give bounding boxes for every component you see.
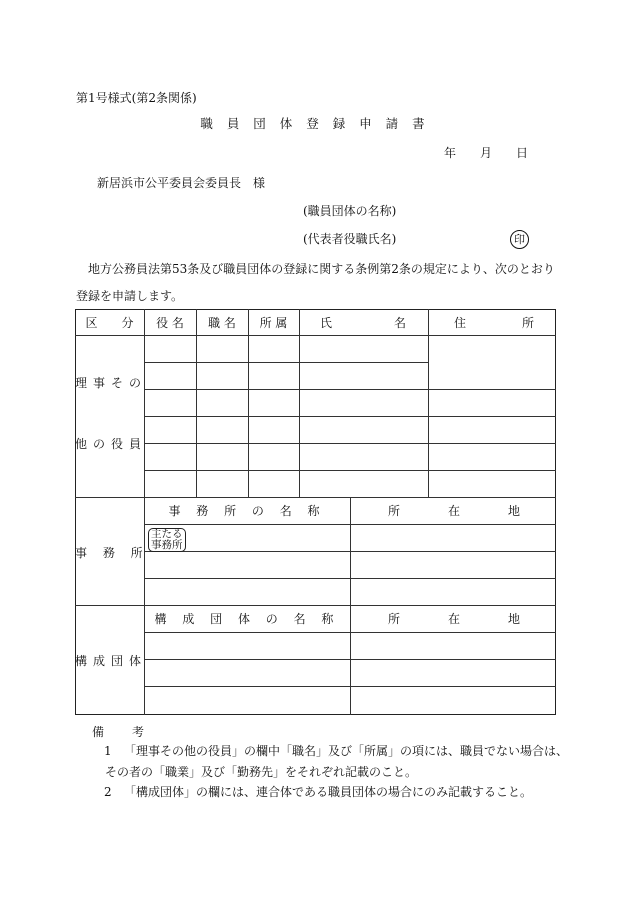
officer-column-divider [196,309,197,497]
header-affiliation: 所 属 [259,316,288,330]
office-location-header-1: 所 [388,504,401,518]
officer-row-divider [144,362,428,363]
seal-mark: 印 [510,230,529,249]
header-name-part2: 名 [394,316,407,330]
officer-column-divider [248,309,249,497]
officer-column-divider [299,309,300,497]
officer-row-divider [144,443,556,444]
officer-row-divider [144,416,556,417]
header-address-part2: 所 [522,316,535,330]
remark-1-line1: 「理事その他の役員」の欄中「職名」及び「所属」の項には、職員でない場合は、 [124,744,569,758]
officer-row-divider [144,470,556,471]
officers-label-line2: 他の役員 [75,437,148,451]
remark-1-number: 1 [104,744,112,758]
header-position: 職 名 [208,316,236,330]
remark-2-number: 2 [104,785,112,799]
office-location-header-2: 在 [448,504,461,518]
group-location-header-1: 所 [388,612,401,626]
group-location-header-3: 地 [508,612,521,626]
org-name-label: (職員団体の名称) [303,204,397,218]
group-location-header-2: 在 [448,612,461,626]
document-title: 職 員 団 体 登 録 申 請 書 [200,116,430,131]
officer-row-divider [144,389,556,390]
representative-label: (代表者役職氏名) [303,232,397,246]
office-label: 事 務 所 [75,546,149,560]
section-divider [75,605,556,606]
officers-label-line1: 理事その [75,376,148,390]
header-category: 区 分 [85,316,134,330]
remark-2-line1: 「構成団体」の欄には、連合体である職員団体の場合にのみ記載すること。 [124,785,533,799]
remark-1-line2: その者の「職業」及び「勤務先」をそれぞれ記載のこと。 [105,765,418,779]
addressee: 新居浜市公平委員会委員長 様 [97,176,266,190]
location-column-divider [350,497,351,715]
main-office-tag [148,528,186,552]
date-year-label: 年 [444,146,457,160]
office-location-header-3: 地 [508,504,521,518]
header-row-divider [75,335,556,336]
header-address-part1: 住 [454,316,467,330]
officer-column-divider [428,309,429,497]
date-day-label: 日 [516,146,529,160]
header-name-part1: 氏 [320,316,333,330]
header-role: 役 名 [156,316,184,330]
member-groups-label: 構成団体 [75,654,148,668]
main-office-tag-line2: 事務所 [151,539,183,551]
application-text: 地方公務員法第53条及び職員団体の登録に関する条例第2条の規定により、次のとおり登録を申請します。 [76,262,555,303]
date-month-label: 月 [480,146,493,160]
form-number: 第1号様式(第2条関係) [76,91,197,105]
office-name-header: 事 務 所 の 名 称 [168,504,326,518]
main-office-tag-line1: 主たる [151,528,183,540]
member-group-name-header: 構 成 団 体 の 名 称 [154,612,340,626]
section-divider [75,497,556,498]
remarks-heading: 備 考 [92,725,153,739]
